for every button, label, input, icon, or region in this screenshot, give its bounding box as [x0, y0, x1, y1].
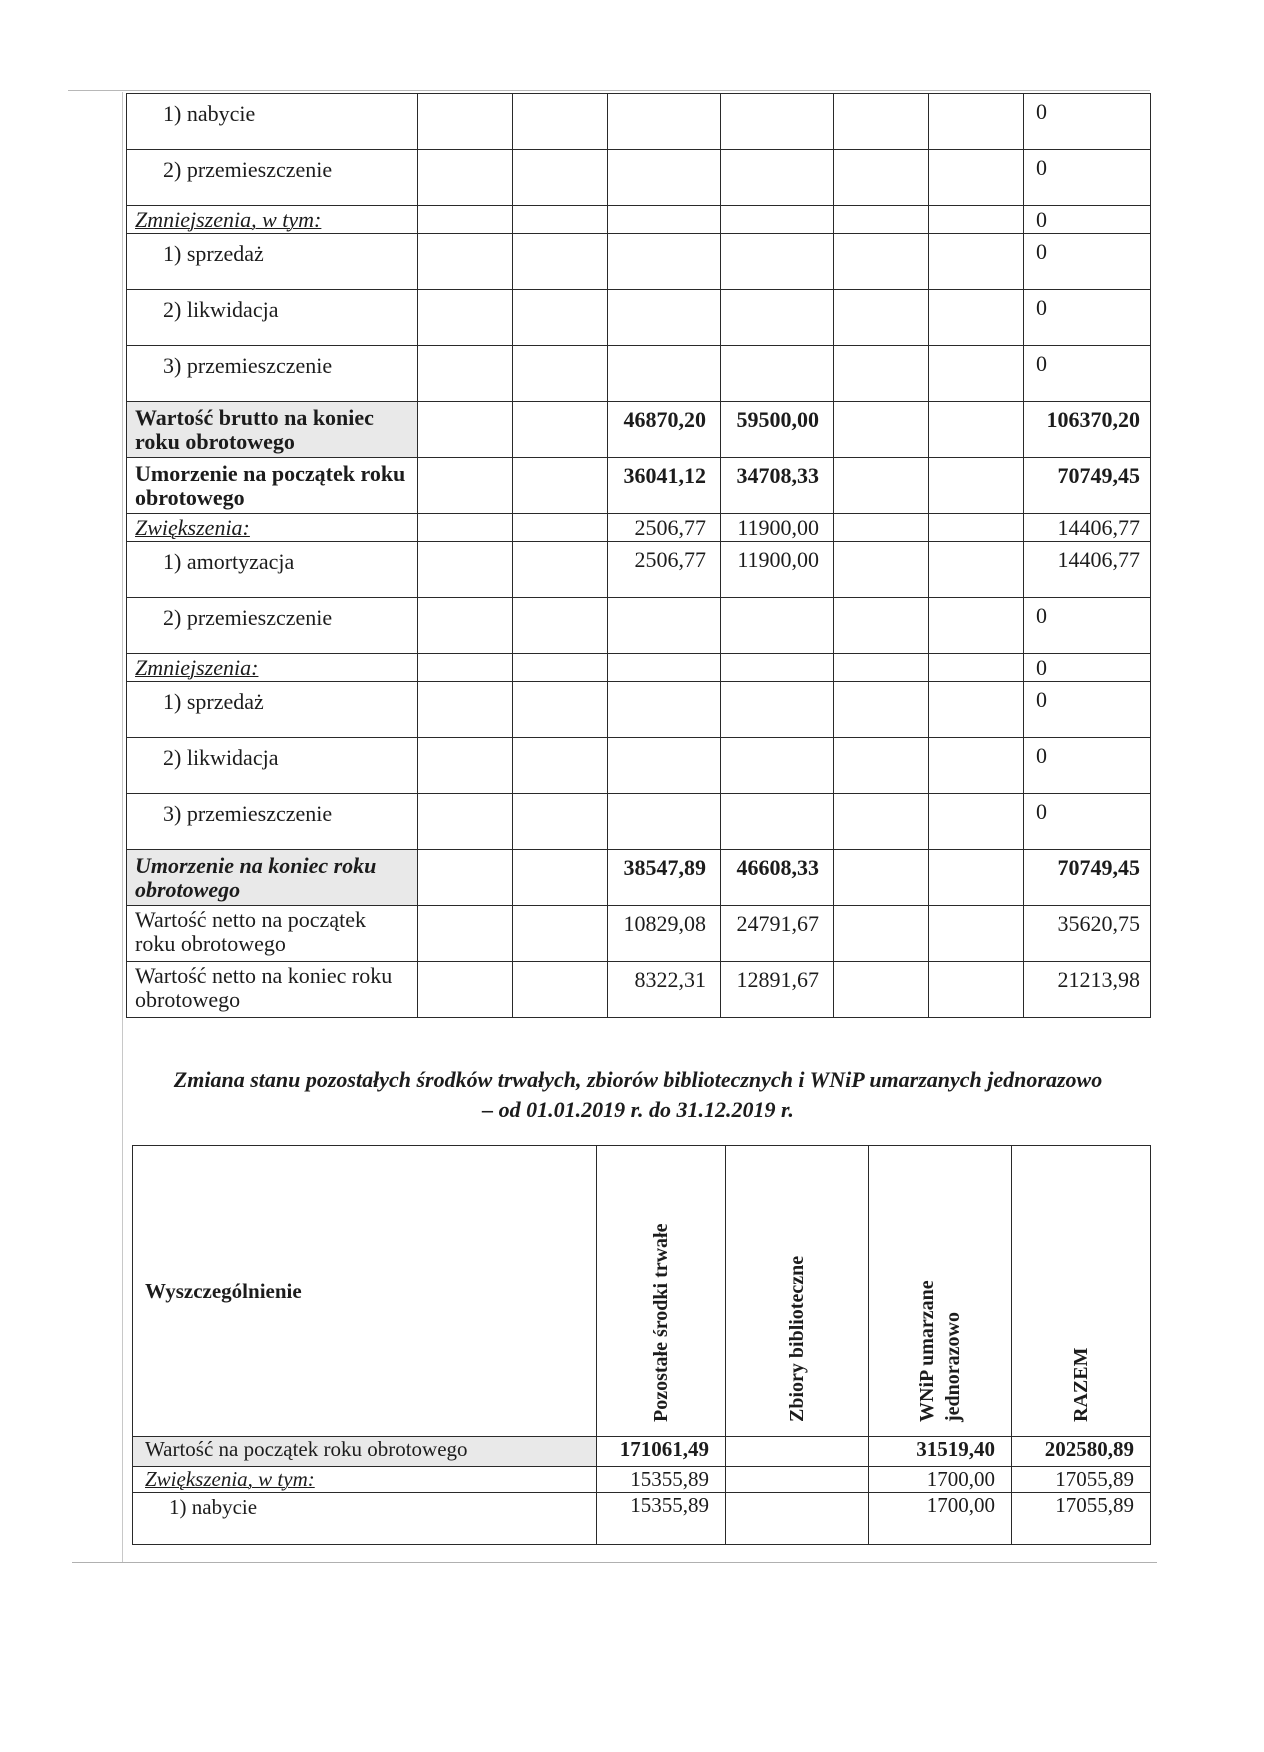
cell-value: 17055,89 [1012, 1493, 1151, 1545]
cell-value: 8322,31 [608, 962, 721, 1018]
cell-value [834, 654, 929, 682]
cell-value [929, 346, 1024, 402]
cell-value [513, 402, 608, 458]
cell-value: 34708,33 [721, 458, 834, 514]
cell-value [721, 206, 834, 234]
cell-total: 0 [1024, 654, 1151, 682]
cell-value [721, 94, 834, 150]
cell-value [418, 94, 513, 150]
table-row [133, 1437, 1151, 1467]
header-col-wnip [869, 1146, 1012, 1437]
cell-value [929, 514, 1024, 542]
cell-value [513, 598, 608, 654]
header-col-zbiory [726, 1146, 869, 1437]
cell-value [608, 682, 721, 738]
row-label: Zmniejszenia: [127, 654, 418, 682]
cell-total: 0 [1024, 346, 1151, 402]
cell-value [418, 850, 513, 906]
cell-value [418, 402, 513, 458]
header-col-razem [1012, 1146, 1151, 1437]
cell-total: 0 [1024, 682, 1151, 738]
cell-value [929, 850, 1024, 906]
header-col-wnip-line2: jednorazowo [942, 1312, 964, 1422]
cell-value [929, 150, 1024, 206]
cell-value: 11900,00 [721, 514, 834, 542]
cell-value [418, 346, 513, 402]
table-row [127, 850, 1151, 906]
cell-total: 35620,75 [1024, 906, 1151, 962]
cell-value [929, 682, 1024, 738]
cell-value: 202580,89 [1012, 1437, 1151, 1467]
cell-total: 21213,98 [1024, 962, 1151, 1018]
section-caption [128, 1065, 1148, 1125]
cell-value [834, 206, 929, 234]
cell-value: 12891,67 [721, 962, 834, 1018]
header-col-wnip-line1: WNiP umarzane [916, 1280, 938, 1422]
cell-value: 36041,12 [608, 458, 721, 514]
cell-value [834, 94, 929, 150]
row-label: 1) nabycie [133, 1493, 597, 1545]
table-row [127, 598, 1151, 654]
row-label: Wartość netto na początek roku obrotowego [127, 906, 418, 962]
cell-value [608, 738, 721, 794]
cell-value [929, 290, 1024, 346]
header-col-pozostale [597, 1146, 726, 1437]
row-label: 2) likwidacja [127, 738, 418, 794]
cell-value [721, 290, 834, 346]
cell-total: 0 [1024, 94, 1151, 150]
table-row [133, 1467, 1151, 1493]
row-label: Zwiększenia, w tym: [133, 1467, 597, 1493]
row-label: Zwiększenia: [127, 514, 418, 542]
table-row [127, 150, 1151, 206]
cell-value [929, 94, 1024, 150]
row-label: 2) likwidacja [127, 290, 418, 346]
cell-value [513, 346, 608, 402]
cell-value [834, 290, 929, 346]
cell-value [834, 346, 929, 402]
cell-value [513, 290, 608, 346]
cell-value [513, 542, 608, 598]
cell-value [608, 654, 721, 682]
cell-value [721, 682, 834, 738]
cell-value: 24791,67 [721, 906, 834, 962]
header-col-pozostale-text: Pozostałe środki trwałe [650, 1223, 672, 1422]
table-row [127, 402, 1151, 458]
cell-value: 1700,00 [869, 1467, 1012, 1493]
cell-value [513, 794, 608, 850]
other-assets-table [132, 1145, 1151, 1545]
cell-value [834, 850, 929, 906]
cell-value [726, 1493, 869, 1545]
cell-value [929, 542, 1024, 598]
cell-value [418, 598, 513, 654]
row-label: 1) sprzedaż [127, 234, 418, 290]
cell-value: 2506,77 [608, 542, 721, 598]
table-row [133, 1493, 1151, 1545]
table-row [127, 962, 1151, 1018]
cell-value [418, 234, 513, 290]
table-row [127, 542, 1151, 598]
cell-value [834, 458, 929, 514]
cell-value: 31519,40 [869, 1437, 1012, 1467]
cell-value [418, 738, 513, 794]
row-label: Wartość brutto na koniec roku obrotowego [127, 402, 418, 458]
cell-value [834, 962, 929, 1018]
table-row [127, 234, 1151, 290]
cell-value [418, 458, 513, 514]
row-label: 1) nabycie [127, 94, 418, 150]
cell-total: 14406,77 [1024, 514, 1151, 542]
cell-value [513, 738, 608, 794]
header-col-wnip-text [914, 1280, 966, 1422]
cell-value [513, 906, 608, 962]
cell-value [608, 234, 721, 290]
cell-value [513, 514, 608, 542]
cell-value [418, 654, 513, 682]
cell-total: 14406,77 [1024, 542, 1151, 598]
cell-value [834, 542, 929, 598]
table-row [127, 654, 1151, 682]
cell-total: 0 [1024, 234, 1151, 290]
cell-value [929, 402, 1024, 458]
cell-value [513, 234, 608, 290]
cell-value [418, 290, 513, 346]
cell-value [929, 962, 1024, 1018]
cell-total: 70749,45 [1024, 458, 1151, 514]
scan-frame-left [122, 92, 123, 1562]
cell-value: 10829,08 [608, 906, 721, 962]
row-label: Umorzenie na początek roku obrotowego [127, 458, 418, 514]
cell-value [929, 458, 1024, 514]
cell-value: 11900,00 [721, 542, 834, 598]
cell-value [929, 654, 1024, 682]
cell-total: 0 [1024, 738, 1151, 794]
cell-total: 0 [1024, 206, 1151, 234]
cell-value: 46870,20 [608, 402, 721, 458]
cell-value [834, 598, 929, 654]
cell-value [834, 150, 929, 206]
table-row [127, 738, 1151, 794]
cell-value [929, 738, 1024, 794]
cell-value [418, 150, 513, 206]
cell-value [608, 150, 721, 206]
cell-value [418, 906, 513, 962]
table-row [127, 906, 1151, 962]
cell-value: 1700,00 [869, 1493, 1012, 1545]
row-label: Wartość na początek roku obrotowego [133, 1437, 597, 1467]
cell-value: 17055,89 [1012, 1467, 1151, 1493]
table-row [127, 290, 1151, 346]
cell-value [608, 206, 721, 234]
cell-value [513, 206, 608, 234]
row-label: 3) przemieszczenie [127, 346, 418, 402]
row-label: 2) przemieszczenie [127, 150, 418, 206]
cell-value [513, 654, 608, 682]
cell-value [721, 598, 834, 654]
table-row [127, 94, 1151, 150]
cell-value [834, 738, 929, 794]
header-wyszczegolnienie: Wyszczególnienie [133, 1146, 597, 1437]
cell-value [513, 682, 608, 738]
cell-total: 70749,45 [1024, 850, 1151, 906]
cell-value [929, 206, 1024, 234]
table-row [127, 682, 1151, 738]
cell-value [513, 850, 608, 906]
caption-line-2: – od 01.01.2019 r. do 31.12.2019 r. [482, 1097, 794, 1122]
table-row [127, 346, 1151, 402]
cell-value [834, 402, 929, 458]
cell-value [608, 598, 721, 654]
cell-value [721, 794, 834, 850]
cell-value [721, 346, 834, 402]
cell-value [513, 962, 608, 1018]
row-label: 1) sprzedaż [127, 682, 418, 738]
cell-value [418, 962, 513, 1018]
cell-value: 171061,49 [597, 1437, 726, 1467]
cell-value [513, 94, 608, 150]
cell-value [608, 794, 721, 850]
row-label: 1) amortyzacja [127, 542, 418, 598]
cell-total: 0 [1024, 150, 1151, 206]
cell-value: 15355,89 [597, 1493, 726, 1545]
cell-value [721, 654, 834, 682]
scan-frame-bottom [72, 1562, 1157, 1563]
row-label: Zmniejszenia, w tym: [127, 206, 418, 234]
cell-value [726, 1467, 869, 1493]
cell-value [929, 794, 1024, 850]
cell-value [726, 1437, 869, 1467]
caption-line-1: Zmiana stanu pozostałych środków trwałych, zbiorów bibliotecznych i WNiP umarzanych jednorazowo [173, 1067, 1103, 1092]
table-row [127, 206, 1151, 234]
cell-value: 15355,89 [597, 1467, 726, 1493]
cell-value: 38547,89 [608, 850, 721, 906]
cell-value [834, 794, 929, 850]
cell-value [418, 794, 513, 850]
cell-value [721, 234, 834, 290]
cell-value [929, 598, 1024, 654]
cell-value [418, 206, 513, 234]
table-row [127, 514, 1151, 542]
cell-value [513, 458, 608, 514]
cell-value [834, 682, 929, 738]
cell-value [834, 514, 929, 542]
header-col-razem-text: RAZEM [1070, 1347, 1092, 1422]
fixed-assets-table [126, 93, 1151, 1018]
cell-value [513, 150, 608, 206]
row-label: Wartość netto na koniec roku obrotowego [127, 962, 418, 1018]
cell-value: 59500,00 [721, 402, 834, 458]
scan-frame-top [68, 90, 1150, 91]
table-row [127, 794, 1151, 850]
row-label: Umorzenie na koniec roku obrotowego [127, 850, 418, 906]
cell-value [608, 94, 721, 150]
cell-value [418, 682, 513, 738]
table-row [127, 458, 1151, 514]
cell-value: 46608,33 [721, 850, 834, 906]
cell-value [834, 906, 929, 962]
cell-value [721, 150, 834, 206]
cell-total: 106370,20 [1024, 402, 1151, 458]
cell-value [608, 290, 721, 346]
cell-value [834, 234, 929, 290]
row-label: 3) przemieszczenie [127, 794, 418, 850]
cell-value [418, 514, 513, 542]
cell-total: 0 [1024, 290, 1151, 346]
row-label: 2) przemieszczenie [127, 598, 418, 654]
table-header-row [133, 1146, 1151, 1437]
cell-total: 0 [1024, 598, 1151, 654]
cell-value: 2506,77 [608, 514, 721, 542]
header-col-zbiory-text: Zbiory biblioteczne [786, 1255, 808, 1422]
cell-total: 0 [1024, 794, 1151, 850]
cell-value [608, 346, 721, 402]
cell-value [418, 542, 513, 598]
cell-value [929, 906, 1024, 962]
cell-value [721, 738, 834, 794]
cell-value [929, 234, 1024, 290]
